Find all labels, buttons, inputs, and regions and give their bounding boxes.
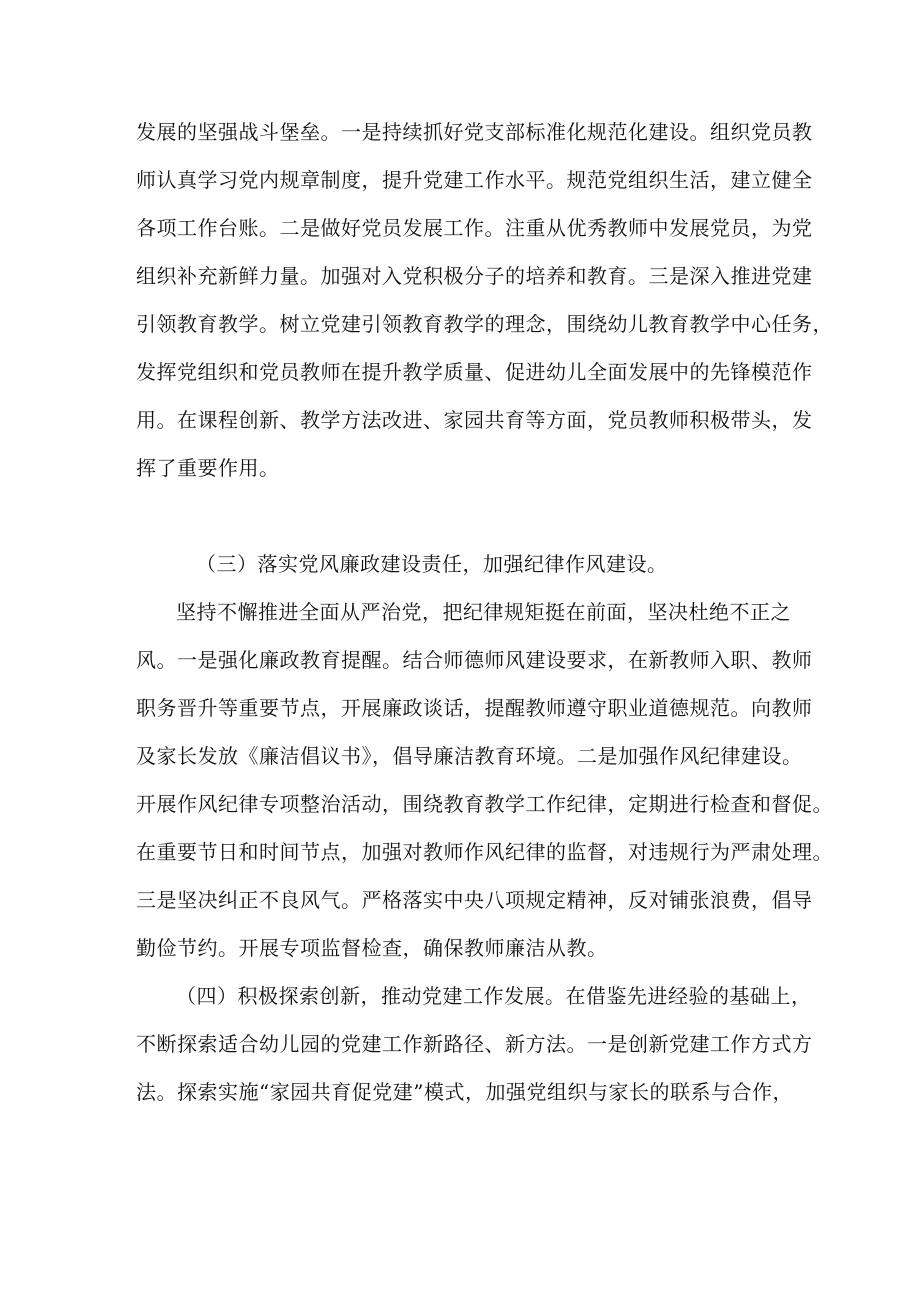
- body-text-line: 三是坚决纠正不良风气。严格落实中央八项规定精神，反对铺张浪费，倡导: [136, 888, 813, 912]
- body-text-line: 组织补充新鲜力量。加强对入党积极分子的培养和教育。三是深入推进党建: [136, 264, 813, 288]
- body-text-line: 用。在课程创新、教学方法改进、家园共育等方面，党员教师积极带头，发: [136, 408, 813, 432]
- body-text-line: 师认真学习党内规章制度，提升党建工作水平。规范党组织生活，建立健全: [136, 168, 813, 192]
- body-text-line: 发挥党组织和党员教师在提升教学质量、促进幼儿全面发展中的先锋模范作: [136, 360, 813, 384]
- body-text-line: 法。探索实施“家园共育促党建”模式，加强党组织与家长的联系与合作，: [136, 1080, 793, 1104]
- body-text-line: 挥了重要作用。: [136, 456, 280, 480]
- body-text-line: 坚持不懈推进全面从严治党，把纪律规矩挺在前面，坚决杜绝不正之: [176, 600, 791, 624]
- section-heading: （三）落实党风廉政建设责任，加强纪律作风建设。: [196, 552, 668, 576]
- body-text-line: 风。一是强化廉政教育提醒。结合师德师风建设要求，在新教师入职、教师: [136, 648, 813, 672]
- body-text-line: 发展的坚强战斗堡垒。一是持续抓好党支部标准化规范化建设。组织党员教: [136, 120, 813, 144]
- body-text-line: 不断探索适合幼儿园的党建工作新路径、新方法。一是创新党建工作方式方: [136, 1032, 813, 1056]
- section-heading-paragraph: （四）积极探索创新，推动党建工作发展。在借鉴先进经验的基础上，: [176, 984, 812, 1008]
- body-text-line: 勤俭节约。开展专项监督检查，确保教师廉洁从教。: [136, 936, 608, 960]
- body-text-line: 引领教育教学。树立党建引领教育教学的理念，围绕幼儿教育教学中心任务，: [136, 312, 833, 336]
- body-text-line: 各项工作台账。二是做好党员发展工作。注重从优秀教师中发展党员，为党: [136, 216, 813, 240]
- body-text-line: 及家长发放《廉洁倡议书》，倡导廉洁教育环境。二是加强作风纪律建设。: [136, 744, 803, 768]
- body-text-line: 开展作风纪律专项整治活动，围绕教育教学工作纪律，定期进行检查和督促。: [136, 792, 833, 816]
- body-text-line: 在重要节日和时间节点，加强对教师作风纪律的监督，对违规行为严肃处理。: [136, 840, 833, 864]
- body-text-line: 职务晋升等重要节点，开展廉政谈话，提醒教师遵守职业道德规范。向教师: [136, 696, 813, 720]
